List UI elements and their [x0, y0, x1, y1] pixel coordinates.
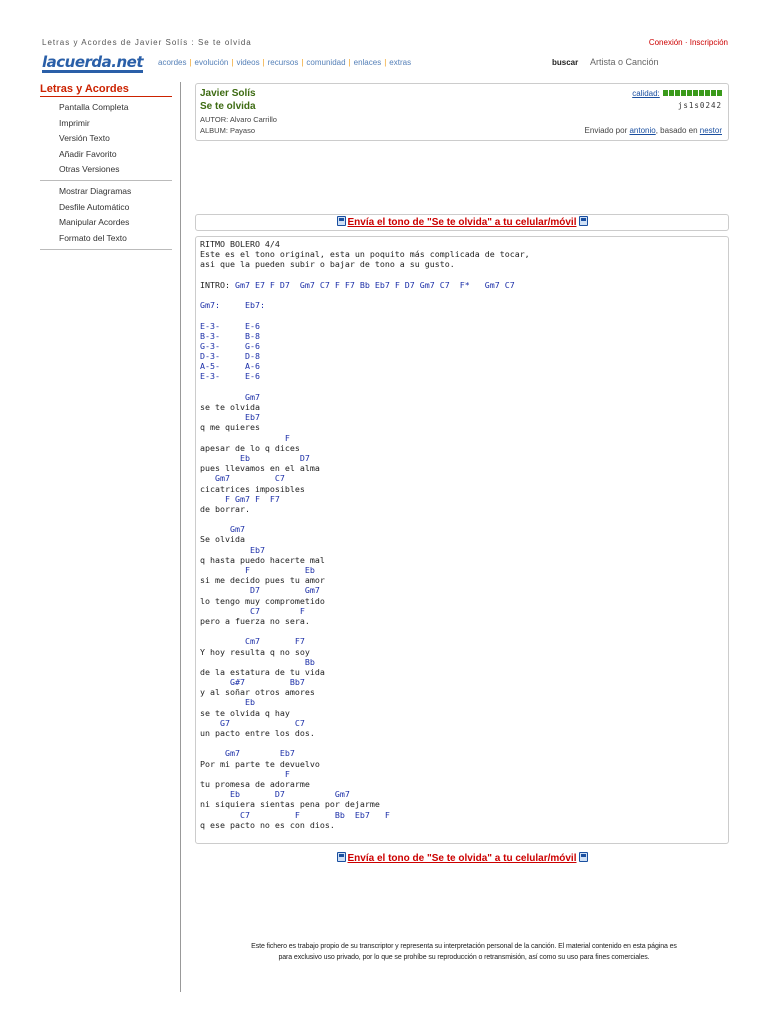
- lyric-line: [200, 270, 530, 280]
- chord-line: E-3- E-6: [200, 371, 260, 382]
- sidebar-item-imprimir[interactable]: Imprimir: [59, 117, 90, 128]
- lyric-line: [200, 738, 530, 748]
- lyric-line: Se olvida: [200, 534, 245, 545]
- chord-line: C7 F: [200, 605, 305, 616]
- chord-lyrics: [200, 239, 530, 830]
- promo-text: Envía el tono de "Se te olvida" a tu celular/móvil: [347, 853, 577, 864]
- chord-line: C7 F Bb Eb7 F: [200, 809, 390, 820]
- quality-bar: [705, 90, 710, 96]
- ringtone-promo-bottom[interactable]: [195, 851, 729, 868]
- intro-label: INTRO:: [200, 279, 235, 290]
- sidebar-item-pantalla-completa[interactable]: Pantalla Completa: [59, 102, 129, 112]
- nav-extras[interactable]: extras: [389, 58, 412, 67]
- lyric-line: q ese pacto no es con dios.: [200, 819, 335, 830]
- cellphone-icon: [579, 216, 588, 226]
- cellphone-icon: [337, 852, 346, 862]
- chord-line: D-3- D-8: [200, 351, 260, 362]
- song-code: js1s0242: [677, 101, 722, 110]
- lyric-line: pues llevamos en el alma: [200, 463, 320, 474]
- artist-name[interactable]: Javier Solís: [200, 88, 256, 99]
- chord-line: G#7 Bb7: [200, 677, 305, 688]
- top-nav: [158, 58, 411, 67]
- sidebar-item-otras-versiones[interactable]: Otras Versiones: [59, 164, 120, 174]
- nav-separator: |: [301, 58, 304, 67]
- chord-line: Eb D7 Gm7: [200, 789, 350, 800]
- quality-bar: [663, 90, 668, 96]
- lyric-line: pero a fuerza no sera.: [200, 615, 310, 626]
- song-title: Se te olvida: [200, 101, 256, 112]
- nav-separator: |: [348, 58, 351, 67]
- site-logo[interactable]: lacuerda.net: [42, 53, 143, 71]
- chord-line: A-5- A-6: [200, 361, 260, 372]
- quality-label[interactable]: calidad:: [632, 89, 660, 98]
- lyric-line: [200, 514, 530, 524]
- cellphone-icon: [337, 216, 346, 226]
- account-separator: ·: [682, 38, 690, 47]
- lyric-line: apesar de lo q dices: [200, 442, 300, 453]
- sidebar-menu-tools: [59, 100, 179, 178]
- chord-line: B-3- B-8: [200, 330, 260, 341]
- nav-separator: |: [189, 58, 192, 67]
- chord-line: Gm7: [200, 391, 260, 402]
- quality-bar: [687, 90, 692, 96]
- chord-line: G7 C7: [200, 717, 305, 728]
- sidebar-item-desfile-automatico[interactable]: Desfile Automático: [59, 201, 130, 212]
- quality-bars: [662, 89, 722, 98]
- lyric-line: y al soñar otros amores: [200, 687, 315, 698]
- lyric-line: [200, 382, 530, 392]
- chord-sheet: [195, 236, 729, 844]
- nav-evolucion[interactable]: evolución: [194, 58, 229, 67]
- page-title: Letras y Acordes de Javier Solís : Se te olvida: [42, 38, 252, 47]
- nav-acordes[interactable]: acordes: [158, 58, 187, 67]
- lyric-line: si me decido pues tu amor: [200, 575, 325, 586]
- sidebar-item-version-texto[interactable]: Versión Texto: [59, 133, 110, 143]
- sidebar-item-formato-texto[interactable]: Formato del Texto: [59, 232, 127, 243]
- chord-line: Gm7 Eb7: [200, 748, 295, 759]
- sent-prefix: Enviado por: [584, 126, 630, 135]
- chord-line: Bb: [200, 656, 315, 667]
- quality-bar: [675, 90, 680, 96]
- nav-comunidad[interactable]: comunidad: [306, 58, 346, 67]
- sent-by: [585, 126, 722, 135]
- chord-line: Eb7: [200, 544, 265, 555]
- chord-line: G-3- G-6: [200, 340, 260, 351]
- chord-line: Eb D7: [200, 452, 310, 463]
- intro-chords: Gm7 E7 F D7 Gm7 C7 F F7 Bb Eb7 F D7 Gm7 C7 F* Gm7 C7: [234, 279, 515, 290]
- nav-separator: |: [231, 58, 234, 67]
- lyric-line: cicatrices imposibles: [200, 483, 305, 494]
- nav-enlaces[interactable]: enlaces: [353, 58, 382, 67]
- lyric-line: q hasta puedo hacerte mal: [200, 554, 325, 565]
- song-album: ALBUM: Payaso: [200, 126, 256, 135]
- sidebar-item-anadir-favorito[interactable]: Añadir Favorito: [59, 148, 117, 159]
- sidebar-divider: [180, 82, 181, 992]
- lyric-line: Este es el tono original, esta un poquito más complicada de tocar,: [200, 249, 530, 260]
- sidebar-item-mostrar-diagramas[interactable]: Mostrar Diagramas: [59, 186, 132, 196]
- lyric-line: de borrar.: [200, 503, 250, 514]
- search-input[interactable]: [586, 54, 726, 70]
- chord-line: F Gm7 F F7: [200, 493, 280, 504]
- lyric-line: [200, 626, 530, 636]
- chord-line: Cm7 F7: [200, 636, 305, 647]
- quality-rating: [632, 89, 722, 98]
- copyright-line: para exclusivo uso privado, por lo que se prohíbe su reproducción o retransmisión, así como su uso para fines comerciales.: [278, 954, 650, 961]
- sidebar-separator: [40, 249, 172, 250]
- sidebar-heading: Letras y Acordes: [40, 83, 172, 97]
- copyright-notice: [196, 941, 732, 963]
- sidebar-separator: [40, 180, 172, 181]
- quality-bar: [693, 90, 698, 96]
- based-prefix: , basado en: [655, 126, 700, 135]
- ringtone-promo-top[interactable]: [195, 214, 729, 231]
- cellphone-icon: [579, 852, 588, 862]
- promo-text: Envía el tono de "Se te olvida" a tu celular/móvil: [347, 217, 577, 228]
- lyric-line: tu promesa de adorarme: [200, 778, 310, 789]
- lyric-line: lo tengo muy comprometido: [200, 595, 325, 606]
- copyright-line: Este fichero es trabajo propio de su transcriptor y representa su interpretación personal de la canción. El material contenido en esta página es: [251, 943, 677, 950]
- lyric-line: RITMO BOLERO 4/4: [200, 239, 280, 249]
- intro-line: [200, 280, 530, 290]
- lyric-line: se te olvida: [200, 402, 260, 412]
- chord-line: D7 Gm7: [200, 585, 320, 596]
- quality-bar: [699, 90, 704, 96]
- chord-line: Gm7 C7: [200, 473, 285, 484]
- lyric-line: de la estatura de tu vida: [200, 666, 325, 677]
- lyric-line: se te olvida q hay: [200, 707, 290, 718]
- lyric-line: Por mi parte te devuelvo: [200, 758, 320, 769]
- lyric-line: Y hoy resulta q no soy: [200, 646, 310, 657]
- quality-bar: [681, 90, 686, 96]
- lyric-line: ni siquiera sientas pena por dejarme: [200, 799, 380, 810]
- lyric-line: asi que la pueden subir o bajar de tono a su gusto.: [200, 259, 455, 270]
- quality-bar: [669, 90, 674, 96]
- sidebar-menu-display: [59, 184, 179, 246]
- chord-line: E-3- E-6: [200, 320, 260, 331]
- chord-line: Gm7: Eb7:: [200, 300, 265, 311]
- lyric-line: un pacto entre los dos.: [200, 728, 315, 738]
- search-label: buscar: [552, 58, 579, 67]
- chord-line: Eb: [200, 697, 255, 708]
- song-info-box: [195, 83, 729, 141]
- chord-line: F: [200, 432, 290, 443]
- nav-separator: |: [262, 58, 265, 67]
- sender-link[interactable]: antonio: [629, 126, 656, 135]
- signup-link[interactable]: Inscripción: [689, 38, 728, 47]
- chord-line: F Eb: [200, 565, 315, 575]
- song-author: AUTOR: Alvaro Carrillo: [200, 115, 277, 124]
- chord-line: Eb7: [200, 412, 260, 423]
- nav-videos[interactable]: videos: [236, 58, 260, 67]
- account-links: [649, 38, 728, 47]
- login-link[interactable]: Conexión: [648, 38, 683, 47]
- sidebar-item-manipular-acordes[interactable]: Manipular Acordes: [59, 217, 130, 227]
- nav-recursos[interactable]: recursos: [267, 58, 299, 67]
- quality-bar: [711, 90, 716, 96]
- based-on-link[interactable]: nestor: [699, 126, 722, 135]
- lyric-line: [200, 290, 530, 300]
- chord-line: F: [200, 768, 290, 779]
- quality-bar: [717, 90, 722, 96]
- lyric-line: [200, 310, 530, 320]
- chord-line: Gm7: [200, 524, 245, 535]
- nav-separator: |: [384, 58, 387, 67]
- lyric-line: q me quieres: [200, 422, 260, 433]
